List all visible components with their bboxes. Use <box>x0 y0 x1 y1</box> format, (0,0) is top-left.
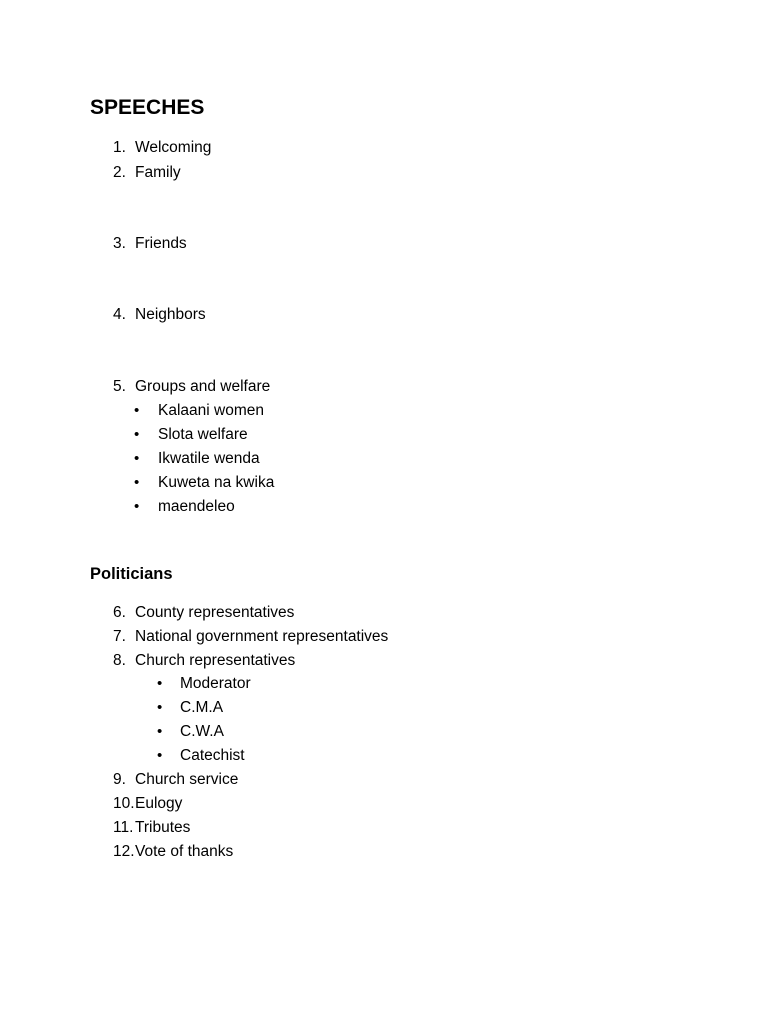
list-item <box>113 794 183 814</box>
list-item-text: Church representatives <box>135 652 296 669</box>
list-number: 9. <box>113 771 126 788</box>
bullet-icon: • <box>157 723 163 740</box>
list-item-text: County representatives <box>135 604 295 621</box>
list-number: 8. <box>113 652 126 669</box>
list-number: 6. <box>113 604 126 621</box>
list-item <box>113 234 187 254</box>
bullet-icon: • <box>134 402 140 419</box>
list-item-text: Church service <box>135 771 239 788</box>
list-item-text: Family <box>135 164 181 181</box>
list-item <box>113 305 206 325</box>
list-number: 7. <box>113 628 126 645</box>
list-item <box>113 163 181 183</box>
list-item-text: Friends <box>135 235 187 252</box>
list-item-text: Tributes <box>135 819 191 836</box>
list-number: 1. <box>113 139 126 156</box>
list-item-text: Neighbors <box>135 306 206 323</box>
list-number: 4. <box>113 306 126 323</box>
bullet-item: Ikwatile wenda <box>158 450 260 467</box>
list-number: 10. <box>113 795 135 812</box>
list-item <box>113 603 295 623</box>
list-item-text: Vote of thanks <box>135 843 234 860</box>
bullet-item: Kuweta na kwika <box>158 474 275 491</box>
bullet-icon: • <box>134 474 140 491</box>
list-number: 11. <box>113 819 134 836</box>
list-item <box>113 842 234 862</box>
section-heading: Politicians <box>90 565 173 583</box>
list-number: 2. <box>113 164 126 181</box>
list-number: 3. <box>113 235 126 252</box>
list-item-text: Eulogy <box>135 795 183 812</box>
list-item <box>113 138 212 158</box>
bullet-icon: • <box>134 450 140 467</box>
list-item <box>113 651 296 671</box>
bullet-item: maendeleo <box>158 498 235 515</box>
list-item <box>113 818 191 838</box>
list-item-text: Welcoming <box>135 139 212 156</box>
bullet-icon: • <box>157 699 163 716</box>
list-item <box>113 770 239 790</box>
list-item-text: Groups and welfare <box>135 378 271 395</box>
list-item <box>113 377 271 397</box>
bullet-item: Slota welfare <box>158 426 248 443</box>
bullet-item: Moderator <box>180 675 251 692</box>
list-number: 12. <box>113 843 135 860</box>
bullet-icon: • <box>157 675 163 692</box>
list-item <box>113 627 389 647</box>
bullet-item: Catechist <box>180 747 245 764</box>
list-item-text: National government representatives <box>135 628 389 645</box>
bullet-item: C.W.A <box>180 723 224 740</box>
bullet-icon: • <box>134 426 140 443</box>
document-title: SPEECHES <box>90 96 205 119</box>
bullet-icon: • <box>157 747 163 764</box>
bullet-icon: • <box>134 498 140 515</box>
list-number: 5. <box>113 378 126 395</box>
bullet-item: C.M.A <box>180 699 224 716</box>
bullet-item: Kalaani women <box>158 402 264 419</box>
